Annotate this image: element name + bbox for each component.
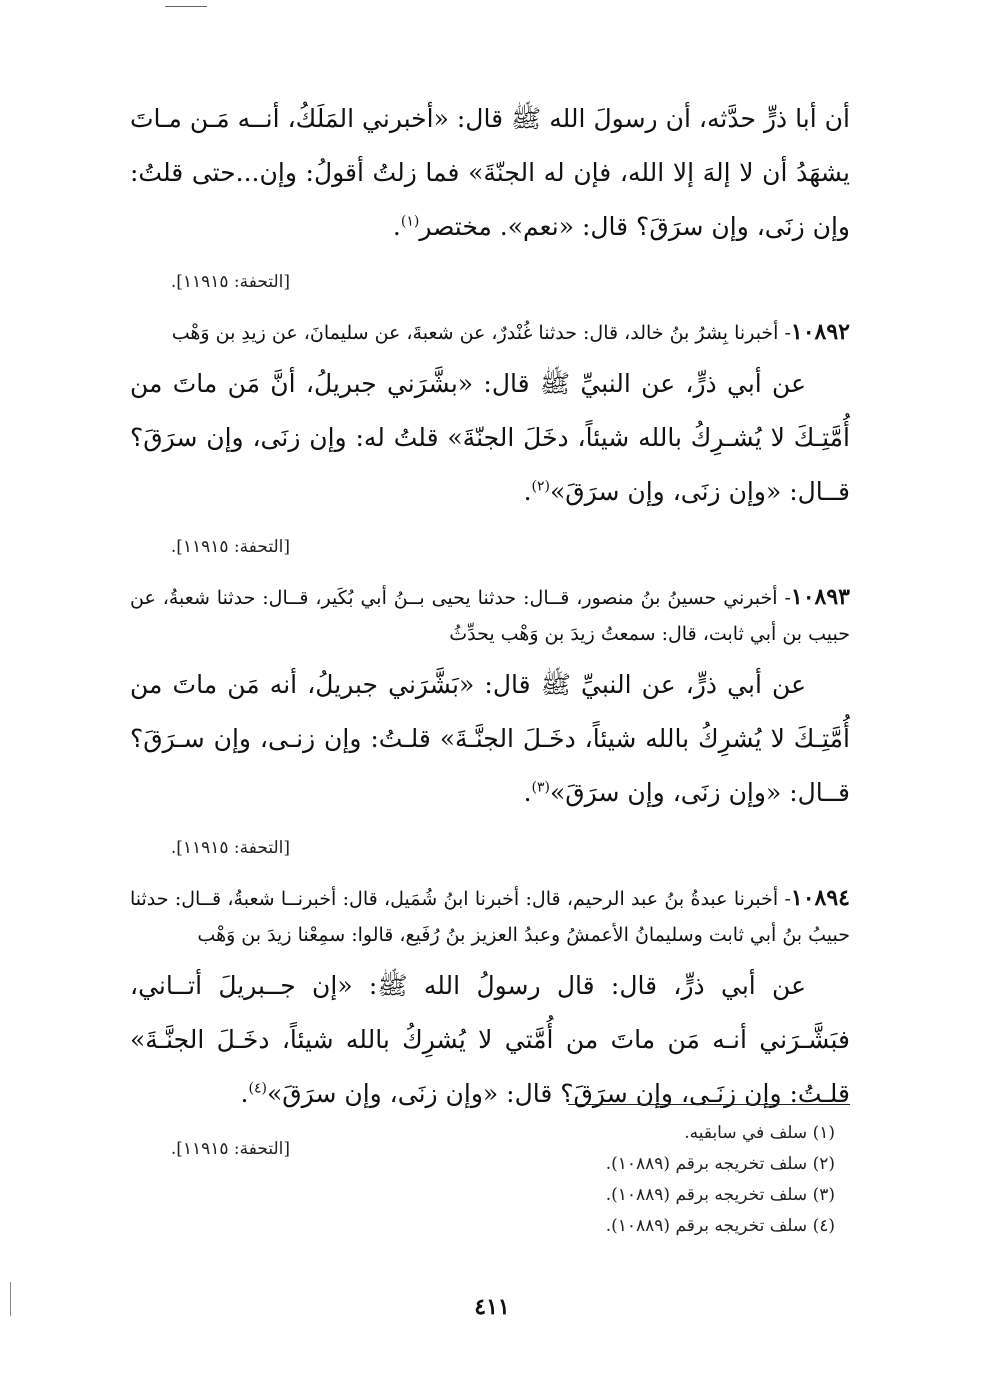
matn-text: عن أبي ذرٍّ، عن النبيِّ ﷺ قال: «بَشَّرَني جبريلُ، أنه مَن ماتَ من أُمَّتِـكَ لا يُشرِكُ بالله شيئاً، دخَـلَ الجنَّـةَ» قلـتُ: وإن زنـى، وإن سـرَقَ؟ قــال: «وإن زنَى، وإن سرَقَ» <box>130 670 850 807</box>
tuhfa-reference: [التحفة: ١١٩١٥]. <box>170 537 290 557</box>
hadith-number: ١٠٨٩٣ <box>790 584 850 610</box>
footnote-separator <box>568 1104 850 1105</box>
hadith-10892 <box>130 314 850 559</box>
hadith-number: ١٠٨٩٤ <box>790 885 850 911</box>
footnote-2: (٢) سلف تخريجه برقم (١٠٨٨٩). <box>605 1154 835 1174</box>
footnote-1: (١) سلف في سابقيه. <box>684 1123 835 1143</box>
tuhfa-reference: [التحفة: ١١٩١٥]. <box>170 1139 290 1159</box>
intro-text: أن أبا ذرٍّ حدَّثه، أن رسولَ الله ﷺ قال: «أخبرني المَلَكُ، أنــه مَـن مـاتَ يشهَدُ أن لا إلهَ إلا الله، فإن له الجنّةَ» فما زلتُ أقولُ: وإن...حتى قلتُ: وإن زنَى، وإن سرَقَ؟ قال: «نعم». مختصر <box>130 104 850 241</box>
top-rule <box>165 6 207 7</box>
isnad-text: - أخبرني حسينُ بنُ منصور، قــال: حدثنا يحيى بــنُ أبي بُكَير، قــال: حدثنا شعبةُ، عن حبيب بن أبي ثابت، قال: سمعتُ زيدَ بن وَهْب يحدِّثُ <box>130 587 850 645</box>
isnad-chain <box>130 579 850 652</box>
isnad-chain <box>130 314 850 351</box>
matn-text: عن أبي ذرٍّ، قال: قال رسولُ الله ﷺ: «إن جــبريلَ أتــاني، فبَشَّـرَني أنـه مَن ماتَ من أُمَّتي لا يُشرِكُ بالله شيئاً، دخَـلَ الجنَّـةَ» قلـتُ: وإن زنَـى، وإن سرَقَ؟ قال: «وإن زنَى، وإن سرَقَ» <box>130 971 851 1108</box>
page-number: ٤١١ <box>474 1294 510 1320</box>
matn-text: عن أبي ذرٍّ، عن النبيِّ ﷺ قال: «بشَّرَني جبريلُ، أنَّ مَن ماتَ من أُمَّتِـكَ لا يُشـرِكُ بالله شيئاً، دخَلَ الجنّةَ» قلتُ له: وإن زنَى، وإن سرَقَ؟ قــال: «وإن زنَى، وإن سرَقَ» <box>130 369 850 506</box>
footnote-4: (٤) سلف تخريجه برقم (١٠٨٨٩). <box>605 1216 835 1236</box>
footnote-ref-2: (٢) <box>531 478 550 495</box>
matn-end: . <box>240 1079 249 1108</box>
tuhfa-reference: [التحفة: ١١٩١٥]. <box>170 838 290 858</box>
footnote-ref-3: (٣) <box>531 779 550 796</box>
footnotes <box>400 1118 835 1242</box>
footnote-ref-4: (٤) <box>248 1080 267 1097</box>
footnote-ref-1: (١) <box>400 213 420 230</box>
hadith-text <box>130 357 850 519</box>
tuhfa-reference: [التحفة: ١١٩١٥]. <box>170 272 290 292</box>
isnad-text: - أخبرنا عبدةُ بنُ عبد الرحيم، قال: أخبرنا ابنُ شُمَيل، قال: أخبرنــا شعبةُ، قــال: حدثنا حبيبُ بنُ أبي ثابت وسليمانُ الأعمشُ وعبدُ العزيز بنُ رُفَيع، قالوا: سمِعْنا زيدَ بن وَهْب <box>130 888 850 946</box>
margin-mark <box>10 1282 11 1316</box>
footnote-3: (٣) سلف تخريجه برقم (١٠٨٨٩). <box>605 1185 835 1205</box>
matn-end: . <box>523 778 532 807</box>
hadith-text <box>130 959 850 1121</box>
intro-end: . <box>392 212 401 241</box>
hadith-number: ١٠٨٩٢ <box>790 319 850 345</box>
intro-paragraph <box>130 92 850 254</box>
isnad-text: - أخبرنا بِشرُ بنُ خالد، قال: حدثنا غُنْدرٌ، عن شعبةَ، عن سليمانَ، عن زيدِ بن وَهْب <box>171 322 791 344</box>
matn-end: . <box>523 477 532 506</box>
isnad-chain <box>130 880 850 953</box>
main-text <box>130 92 850 1181</box>
hadith-text <box>130 658 850 820</box>
hadith-10893 <box>130 579 850 860</box>
